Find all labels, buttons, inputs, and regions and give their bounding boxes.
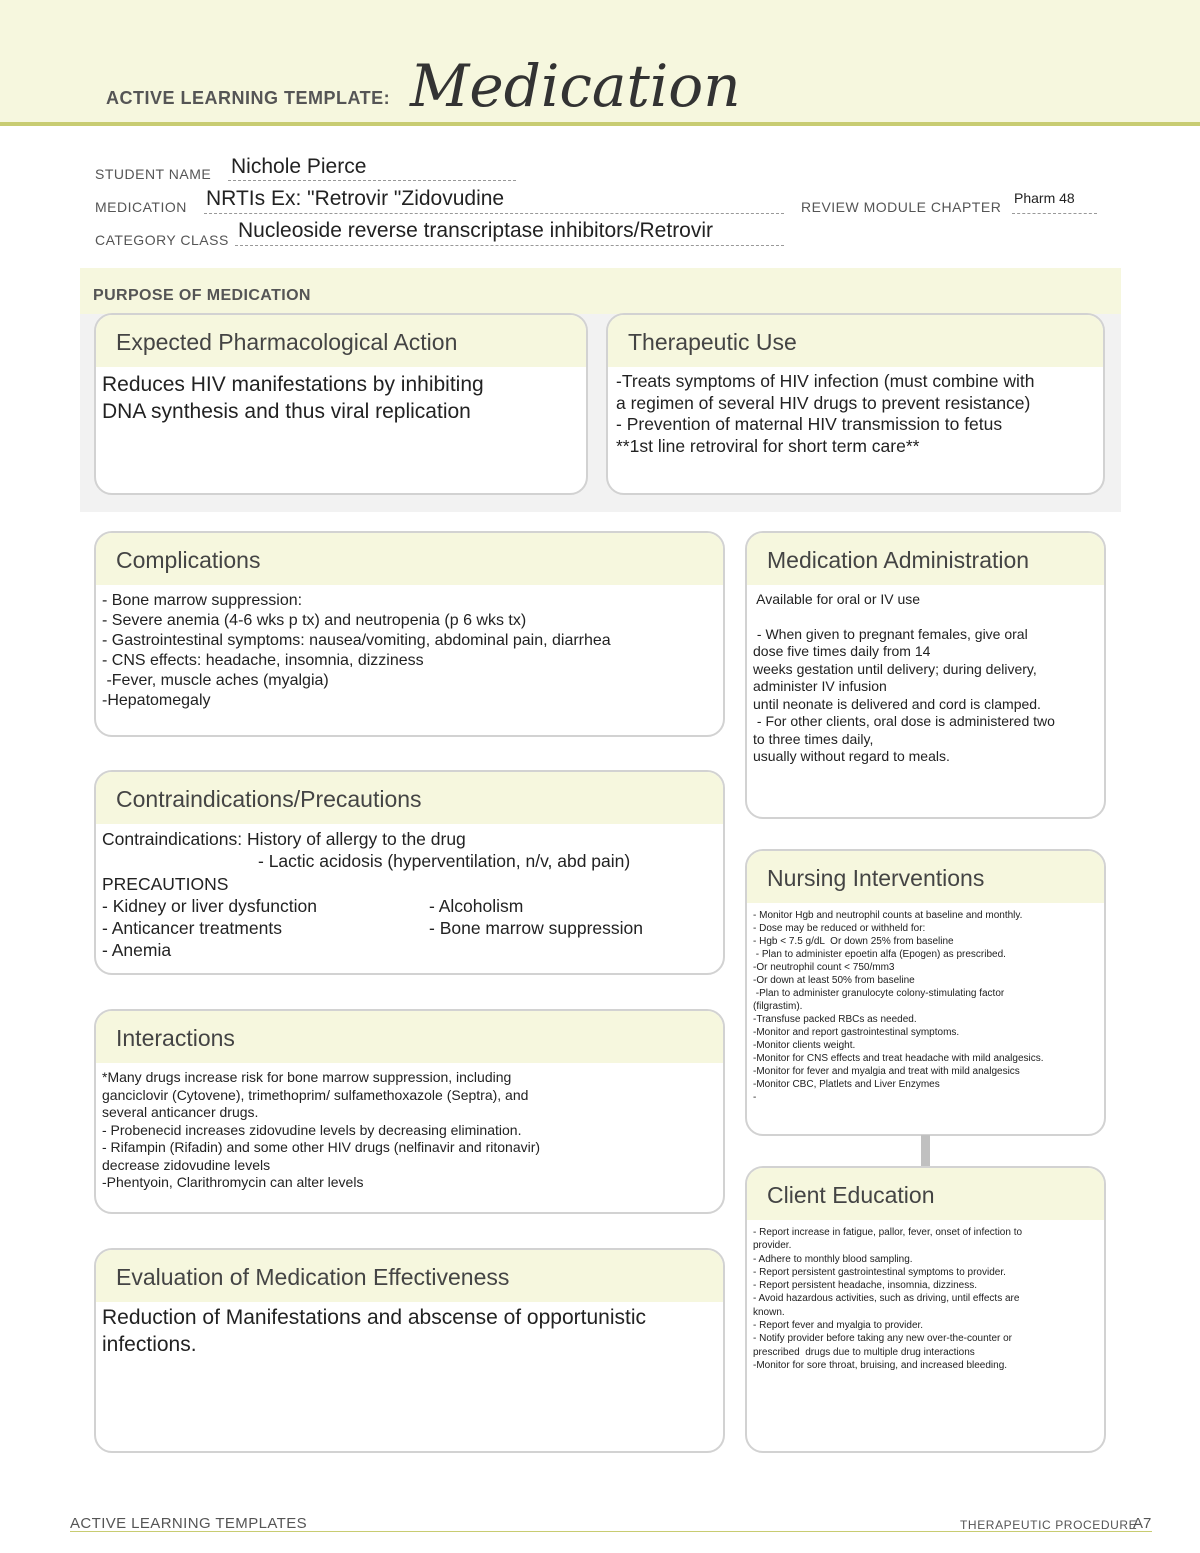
client-education-line: - Adhere to monthly blood sampling. — [753, 1253, 913, 1265]
therapeutic-use-line: **1st line retroviral for short term care** — [616, 435, 920, 456]
expected-action-box[interactable] — [94, 313, 588, 495]
client-education-line: - Avoid hazardous activities, such as driving, until effects are — [753, 1293, 1020, 1305]
nursing-interventions-box[interactable] — [745, 849, 1106, 1136]
therapeutic-use-line: a regimen of several HIV drugs to prevent resistance) — [616, 392, 1031, 413]
category-class-label: CATEGORY CLASS — [95, 232, 229, 248]
precautions-item: - Anticancer treatments — [102, 918, 282, 939]
medication-administration-line: - For other clients, oral dose is administered two — [753, 713, 1055, 729]
evaluation-line: infections. — [102, 1333, 197, 1356]
interactions-line: *Many drugs increase risk for bone marrow suppression, including — [102, 1069, 512, 1085]
evaluation-title: Evaluation of Medication Effectiveness — [116, 1264, 510, 1290]
student-name-underline — [228, 180, 516, 181]
page-title: Medication — [410, 52, 741, 120]
complications-box[interactable] — [94, 531, 725, 737]
client-education-line: - Report increase in fatigue, pallor, fever, onset of infection to — [753, 1227, 1023, 1238]
precautions-item: - Alcoholism — [429, 895, 524, 916]
interactions-line: -Phentyoin, Clarithromycin can alter levels — [102, 1174, 364, 1190]
expected-action-line: Reduces HIV manifestations by inhibiting — [102, 373, 484, 396]
therapeutic-use-box[interactable] — [606, 313, 1105, 495]
nursing-interventions-line: -Or down at least 50% from baseline — [753, 975, 915, 986]
complications-line: - Gastrointestinal symptoms: nausea/vomiting, abdominal pain, diarrhea — [102, 632, 611, 649]
review-chapter-underline — [1012, 213, 1097, 214]
precautions-item: - Kidney or liver dysfunction — [102, 895, 317, 916]
nursing-interventions-line: - — [753, 1092, 757, 1103]
header-divider — [0, 122, 1200, 126]
medication-underline — [204, 213, 784, 214]
complications-line: - CNS effects: headache, insomnia, dizziness — [102, 652, 424, 669]
nursing-interventions-line: -Monitor and report gastrointestinal symptoms. — [753, 1027, 960, 1038]
nursing-interventions-line: -Monitor for CNS effects and treat headache with mild analgesics. — [753, 1053, 1044, 1064]
medication-administration-line: to three times daily, — [753, 730, 874, 747]
complications-title: Complications — [116, 547, 261, 573]
medication-administration-line: Available for oral or IV use — [753, 591, 921, 607]
page-number: A7 — [1133, 1515, 1152, 1532]
nursing-interventions-line: -Or neutrophil count < 750/mm3 — [753, 962, 895, 973]
footer-left-text: ACTIVE LEARNING TEMPLATES — [70, 1515, 307, 1532]
category-class-field[interactable]: Nucleoside reverse transcriptase inhibitors/Retrovir — [238, 219, 714, 242]
therapeutic-use-line: -Treats symptoms of HIV infection (must combine with — [616, 371, 1035, 391]
student-name-label: STUDENT NAME — [95, 166, 212, 182]
client-education-box[interactable] — [745, 1166, 1106, 1453]
medication-administration-line: dose five times daily from 14 — [753, 643, 931, 659]
client-education-line: - Report fever and myalgia to provider. — [753, 1320, 924, 1332]
client-education-title: Client Education — [767, 1182, 935, 1208]
expected-action-title: Expected Pharmacological Action — [116, 329, 458, 355]
client-education-line: provider. — [753, 1240, 792, 1252]
nursing-interventions-line: - Plan to administer epoetin alfa (Epogen) as prescribed. — [753, 949, 1006, 960]
contraindications-line: Contraindications: History of allergy to the drug — [102, 829, 466, 849]
medication-administration-line: usually without regard to meals. — [753, 748, 950, 764]
student-name-field[interactable]: Nichole Pierce — [231, 155, 367, 178]
medication-administration-box[interactable] — [745, 531, 1106, 819]
category-class-underline — [235, 245, 784, 246]
complications-line: -Fever, muscle aches (myalgia) — [102, 672, 329, 689]
complications-line: -Hepatomegaly — [102, 692, 211, 709]
evaluation-line: Reduction of Manifestations and abscense of opportunistic — [102, 1306, 647, 1329]
client-education-line: - Report persistent headache, insomnia, dizziness. — [753, 1280, 978, 1292]
review-chapter-label: REVIEW MODULE CHAPTER — [801, 199, 1002, 215]
client-education-line: known. — [753, 1306, 785, 1318]
therapeutic-use-title: Therapeutic Use — [628, 329, 797, 355]
review-chapter-field[interactable]: Pharm 48 — [1014, 190, 1075, 206]
client-education-line: - Notify provider before taking any new over-the-counter or — [753, 1333, 1013, 1345]
therapeutic-use-line: - Prevention of maternal HIV transmission to fetus — [616, 414, 1003, 434]
nursing-interventions-line: -Monitor CBC, Platlets and Liver Enzymes — [753, 1079, 940, 1090]
medication-administration-line: weeks gestation until delivery; during delivery, — [753, 660, 1037, 677]
client-education-line: -Monitor for sore throat, bruising, and increased bleeding. — [753, 1359, 1008, 1371]
contraindications-line: - Lactic acidosis (hyperventilation, n/v, abd pain) — [258, 851, 631, 872]
contraindications-box[interactable] — [94, 770, 725, 975]
nursing-interventions-line: -Monitor for fever and myalgia and treat with mild analgesics — [753, 1066, 1020, 1077]
contraindications-title: Contraindications/Precautions — [116, 786, 422, 812]
interactions-line: ganciclovir (Cytovene), trimethoprim/ sulfamethoxazole (Septra), and — [102, 1086, 529, 1103]
medication-administration-line: - When given to pregnant females, give oral — [753, 625, 1028, 642]
interactions-line: - Rifampin (Rifadin) and some other HIV drugs (nelfinavir and ritonavir) — [102, 1139, 541, 1155]
evaluation-box[interactable] — [94, 1248, 725, 1453]
medication-field[interactable]: NRTIs Ex: "Retrovir "Zidovudine — [206, 187, 505, 210]
client-education-line: prescribed drugs due to multiple drug interactions — [753, 1346, 975, 1358]
complications-line: - Severe anemia (4-6 wks p tx) and neutropenia (p 6 wks tx) — [102, 612, 527, 629]
expected-action-line: DNA synthesis and thus viral replication — [102, 400, 471, 423]
footer-right-text: THERAPEUTIC PROCEDURE — [960, 1518, 1138, 1532]
medication-administration-line: until neonate is delivered and cord is clamped. — [753, 695, 1041, 712]
interactions-line: - Probenecid increases zidovudine levels by decreasing elimination. — [102, 1121, 522, 1138]
nursing-interventions-line: - Hgb < 7.5 g/dL Or down 25% from baseline — [753, 936, 954, 947]
nursing-interventions-line: -Monitor clients weight. — [753, 1040, 856, 1051]
precautions-label: PRECAUTIONS — [102, 873, 229, 894]
interactions-line: several anticancer drugs. — [102, 1104, 259, 1120]
medication-administration-title: Medication Administration — [767, 547, 1030, 573]
precautions-item: - Bone marrow suppression — [429, 918, 643, 939]
complications-line: - Bone marrow suppression: — [102, 592, 303, 609]
template-label: ACTIVE LEARNING TEMPLATE: — [106, 88, 391, 108]
client-education-line: - Report persistent gastrointestinal symptoms to provider. — [753, 1266, 1006, 1278]
nursing-interventions-title: Nursing Interventions — [767, 865, 985, 891]
nursing-interventions-line: (filgrastim). — [753, 1001, 803, 1012]
precautions-item: - Anemia — [102, 940, 172, 961]
medication-administration-line: administer IV infusion — [753, 678, 887, 694]
nursing-interventions-line: - Dose may be reduced or withheld for: — [753, 923, 926, 934]
interactions-box[interactable] — [94, 1009, 725, 1214]
interactions-title: Interactions — [116, 1025, 235, 1051]
nursing-interventions-line: -Plan to administer granulocyte colony-stimulating factor — [753, 988, 1005, 999]
interactions-line: decrease zidovudine levels — [102, 1156, 271, 1173]
box-connector — [921, 1135, 930, 1167]
nursing-interventions-line: -Transfuse packed RBCs as needed. — [753, 1014, 917, 1025]
nursing-interventions-line: - Monitor Hgb and neutrophil counts at baseline and monthly. — [753, 910, 1023, 921]
purpose-title: PURPOSE OF MEDICATION — [93, 287, 311, 304]
medication-label: MEDICATION — [95, 199, 187, 215]
